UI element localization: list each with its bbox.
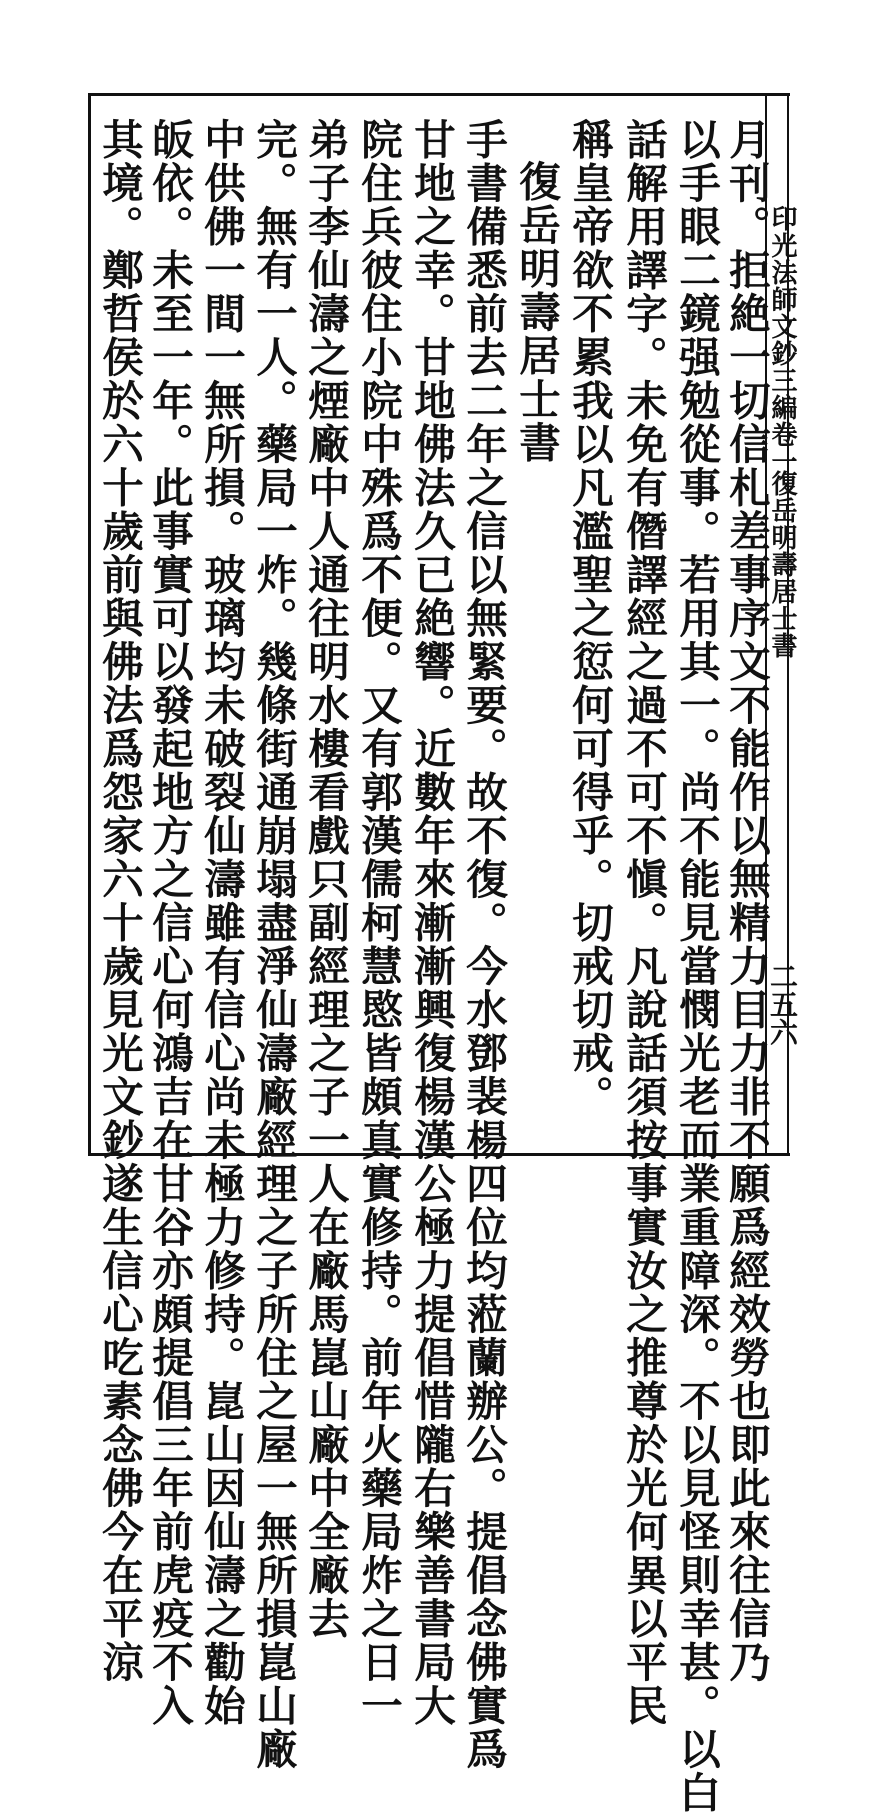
text-column-4: 稱皇帝欲不累我以凡濫聖之愆何可得乎。切戒切戒。 [565, 118, 614, 1119]
text-column-3: 話解用譯字。未免有僭譯經之過不可不愼。凡說話須按事實汝之推尊於光何異以平民 [619, 118, 668, 1728]
text-column-7: 甘地之幸。甘地佛法久已絶響。近數年來漸漸興復楊漢公極力提倡惜隴右樂善書局大 [407, 118, 456, 1728]
text-column-6: 手書備悉前去二年之信以無緊要。故不復。今水鄧裴楊四位均蒞蘭辦公。提倡念佛實爲 [459, 118, 508, 1771]
text-column-1: 月刊。拒絶一切信札差事序文不能作以無精力目力非不願爲經效勞也即此來往信乃 [722, 118, 771, 1684]
book-title: 印光法師文鈔三編卷一 [767, 205, 797, 475]
frame-top-line [88, 93, 790, 96]
text-column-9: 弟子李仙濤之煙廠中人通往明水樓看戲只副經理之子一人在廠馬崑山廠中全廠去 [301, 118, 350, 1641]
text-column-11: 中供佛一間一無所損。玻璃均未破裂仙濤雖有信心尚未極力修持。崑山因仙濤之勸始 [197, 118, 246, 1728]
section-header-title: 復岳明壽居士書 [767, 470, 797, 659]
frame-left-line [88, 93, 91, 1156]
letter-title: 復岳明壽居士書 [512, 160, 561, 465]
text-column-8: 院住兵彼住小院中殊爲不便。又有郭漢儒柯慧愍皆頗真實修持。前年火藥局炸之日一 [354, 118, 403, 1728]
text-column-10: 完。無有一人。藥局一炸。幾條街通崩塌盡淨仙濤廠經理之子所住之屋一無所損崑山廠 [249, 118, 298, 1771]
text-column-2: 以手眼二鏡强勉從事。若用其一。尚不能見當憫光老而業重障深。不以見怪則幸甚。以白 [672, 118, 721, 1815]
text-column-13: 其境。鄭哲侯於六十歲前與佛法爲怨家六十歲見光文鈔遂生信心吃素念佛今在平涼 [95, 118, 144, 1684]
text-column-12: 皈依。未至一年。此事實可以發起地方之信心何鴻吉在甘谷亦頗提倡三年前虎疫不入 [145, 118, 194, 1728]
page-number: 二五六 [766, 962, 799, 1046]
